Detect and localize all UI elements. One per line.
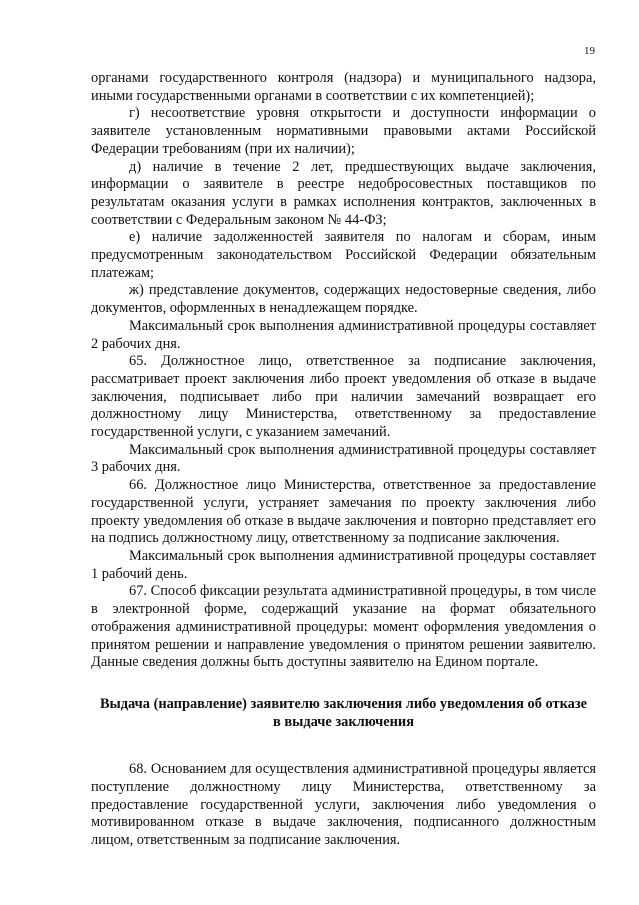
list-item-zh: ж) представление документов, содержащих недостоверные сведения, либо документов, оформленных в ненадлежащем порядке. <box>91 282 596 317</box>
clause-66: 66. Должностное лицо Министерства, ответственное за предоставление государственной услуги, устраняет замечания по проекту заключения либо проекту уведомления об отказе в выдаче заключения и повторно представляет его на подпись должностному лицу, ответственному за подписание заключения. <box>91 477 596 547</box>
list-item-g: г) несоответствие уровня открытости и доступности информации о заявителе установленным нормативными правовыми актами Российской Федерации требованиям (при их наличии); <box>91 105 596 157</box>
clause-67: 67. Способ фиксации результата административной процедуры, в том числе в электронной форме, содержащий указание на формат обязательного отображения административной процедуры: момент оформления уведомления о принятом решении и направление уведомления о принятом решении заявителю. Данные сведения должны быть доступны заявителю на Едином портале. <box>91 583 596 671</box>
clause-65: 65. Должностное лицо, ответственное за подписание заключения, рассматривает проект заключения либо проект уведомления об отказе в выдаче заключения, подписывает либо при наличии замечаний возвращает его должностному лицу Министерства, ответственному за предоставление государственной услуги, с указанием замечаний. <box>91 353 596 441</box>
document-body <box>91 70 596 850</box>
max-term-paragraph: Максимальный срок выполнения административной процедуры составляет 1 рабочий день. <box>91 547 596 582</box>
page-number: 19 <box>584 45 595 57</box>
max-term-paragraph: Максимальный срок выполнения административной процедуры составляет 2 рабочих дня. <box>91 317 596 352</box>
clause-68: 68. Основанием для осуществления административной процедуры является поступление должностному лицу Министерства, ответственному за предоставление государственной услуги, заключения либо уведомления о мотивированном отказе в выдаче заключения, подписанного должностным лицом, ответственным за подписание заключения. <box>91 761 596 849</box>
list-item-d: д) наличие в течение 2 лет, предшествующих выдаче заключения, информации о заявителе в реестре недобросовестных поставщиков по результатам оказания услуги в рамках исполнения контрактов, заключенных в соответствии с Федеральным законом № 44-ФЗ; <box>91 158 596 228</box>
section-heading: Выдача (направление) заявителю заключения либо уведомления об отказе в выдаче заключения <box>99 695 588 730</box>
list-item-e: е) наличие задолженностей заявителя по налогам и сборам, иным предусмотренным законодательством Российской Федерации обязательным платежам; <box>91 229 596 281</box>
paragraph-continuation: органами государственного контроля (надзора) и муниципального надзора, иными государственными органами в соответствии с их компетенцией); <box>91 70 596 104</box>
max-term-paragraph: Максимальный срок выполнения административной процедуры составляет 3 рабочих дня. <box>91 441 596 476</box>
